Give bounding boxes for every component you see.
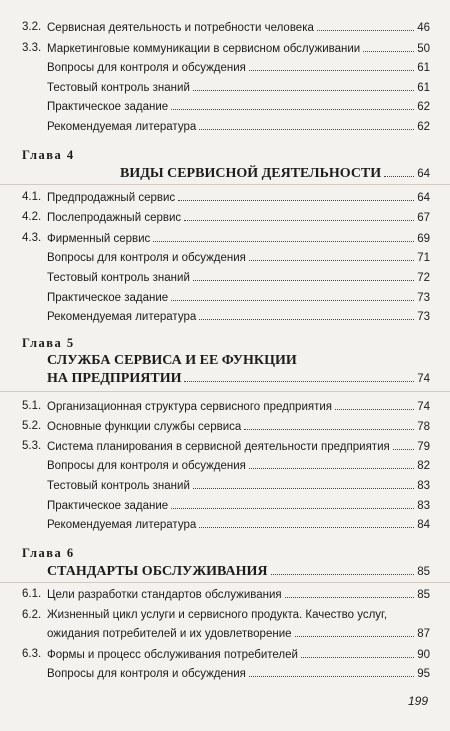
entry-page: 62 bbox=[417, 121, 430, 133]
entry-title: Практическое задание bbox=[47, 500, 169, 512]
entry-number: 6.1. bbox=[22, 588, 42, 600]
toc-entry bbox=[0, 645, 450, 663]
toc-entry bbox=[0, 97, 450, 115]
entry-number: 4.1. bbox=[22, 191, 42, 203]
entry-title: Вопросы для контроля и обсуждения bbox=[47, 252, 246, 264]
entry-title: Вопросы для контроля и обсуждения bbox=[47, 460, 246, 472]
chapter-page: 74 bbox=[417, 373, 430, 385]
entry-page: 46 bbox=[417, 22, 430, 34]
entry-title: Рекомендуемая литература bbox=[47, 519, 197, 531]
toc-entry bbox=[0, 58, 450, 76]
entry-title: Тестовый контроль знаний bbox=[47, 480, 190, 492]
toc-entry bbox=[0, 248, 450, 266]
chapter-title-text: СТАНДАРТЫ ОБСЛУЖИВАНИЯ bbox=[47, 564, 268, 579]
divider bbox=[0, 391, 450, 392]
entry-title: Сервисная деятельность и потребности человека bbox=[47, 22, 314, 34]
entry-page: 83 bbox=[417, 500, 430, 512]
toc-entry bbox=[0, 188, 450, 206]
toc-entry bbox=[0, 307, 450, 325]
entry-page: 69 bbox=[417, 233, 430, 245]
entry-title: Система планирования в сервисной деятельности предприятия bbox=[47, 441, 390, 453]
entry-page: 90 bbox=[417, 649, 430, 661]
entry-number: 6.2. bbox=[22, 609, 42, 621]
entry-title: Предпродажный сервис bbox=[47, 192, 176, 204]
entry-title: Организационная структура сервисного предприятия bbox=[47, 401, 333, 413]
chapter-title-text: СЛУЖБА СЕРВИСА И ЕЕ ФУНКЦИИ bbox=[47, 353, 297, 368]
entry-title: Фирменный сервис bbox=[47, 233, 151, 245]
toc-entry bbox=[0, 496, 450, 514]
entry-title: Рекомендуемая литература bbox=[47, 311, 197, 323]
entry-number: 6.3. bbox=[22, 648, 42, 660]
chapter-page: 64 bbox=[417, 168, 430, 180]
entry-page: 84 bbox=[417, 519, 430, 531]
entry-title: Основные функции службы сервиса bbox=[47, 421, 242, 433]
entry-page: 74 bbox=[417, 401, 430, 413]
entry-title: Послепродажный сервис bbox=[47, 212, 182, 224]
entry-page: 87 bbox=[417, 628, 430, 640]
entry-number: 3.3. bbox=[22, 42, 42, 54]
toc-entry bbox=[0, 39, 450, 57]
entry-title-line-1: Жизненный цикл услуги и сервисного продукта. Качество услуг, bbox=[47, 609, 388, 621]
entry-page: 85 bbox=[417, 589, 430, 601]
toc-entry bbox=[0, 117, 450, 135]
chapter-title-text: НА ПРЕДПРИЯТИИ bbox=[47, 371, 182, 386]
chapter-page: 85 bbox=[417, 566, 430, 578]
entry-title: Вопросы для контроля и обсуждения bbox=[47, 62, 246, 74]
chapter-title bbox=[47, 562, 430, 581]
entry-page: 64 bbox=[417, 192, 430, 204]
entry-title: Вопросы для контроля и обсуждения bbox=[47, 668, 246, 680]
chapter-label: Глава 5 bbox=[22, 336, 75, 350]
entry-page: 61 bbox=[417, 62, 430, 74]
toc-entry bbox=[0, 437, 450, 455]
entry-title: Формы и процесс обслуживания потребителей bbox=[47, 649, 298, 661]
entry-title: Практическое задание bbox=[47, 101, 169, 113]
entry-page: 62 bbox=[417, 101, 430, 113]
entry-page: 82 bbox=[417, 460, 430, 472]
chapter-title bbox=[120, 164, 430, 183]
entry-page: 73 bbox=[417, 292, 430, 304]
toc-entry bbox=[0, 229, 450, 247]
chapter-title-text: ВИДЫ СЕРВИСНОЙ ДЕЯТЕЛЬНОСТИ bbox=[120, 166, 382, 181]
entry-page: 71 bbox=[417, 252, 430, 264]
toc-entry bbox=[0, 456, 450, 474]
toc-entry bbox=[0, 585, 450, 603]
toc-entry bbox=[0, 268, 450, 286]
entry-number: 5.1. bbox=[22, 400, 42, 412]
entry-number: 3.2. bbox=[22, 21, 42, 33]
chapter-label: Глава 6 bbox=[22, 546, 75, 560]
entry-number: 4.3. bbox=[22, 232, 42, 244]
toc-entry bbox=[0, 78, 450, 96]
divider bbox=[0, 184, 450, 185]
entry-page: 95 bbox=[417, 668, 430, 680]
entry-page: 50 bbox=[417, 43, 430, 55]
entry-page: 79 bbox=[417, 441, 430, 453]
toc-entry bbox=[0, 18, 450, 36]
chapter-title-line-1 bbox=[47, 352, 430, 369]
entry-title: Тестовый контроль знаний bbox=[47, 82, 190, 94]
entry-number: 5.3. bbox=[22, 440, 42, 452]
page-number: 199 bbox=[407, 694, 428, 708]
entry-page: 83 bbox=[417, 480, 430, 492]
toc-entry bbox=[0, 476, 450, 494]
entry-title: Цели разработки стандартов обслуживания bbox=[47, 589, 282, 601]
chapter-title-line-2 bbox=[47, 369, 430, 388]
toc-entry bbox=[0, 208, 450, 226]
toc-entry bbox=[0, 397, 450, 415]
toc-entry bbox=[0, 288, 450, 306]
entry-title: Маркетинговые коммуникации в сервисном обслуживании bbox=[47, 43, 361, 55]
entry-number: 4.2. bbox=[22, 211, 42, 223]
entry-number: 5.2. bbox=[22, 420, 42, 432]
entry-page: 78 bbox=[417, 421, 430, 433]
entry-title: Рекомендуемая литература bbox=[47, 121, 197, 133]
entry-title: Практическое задание bbox=[47, 292, 169, 304]
entry-page: 73 bbox=[417, 311, 430, 323]
toc-entry-multiline bbox=[0, 606, 450, 640]
entry-page: 67 bbox=[417, 212, 430, 224]
entry-page: 61 bbox=[417, 82, 430, 94]
toc-entry bbox=[0, 417, 450, 435]
chapter-label: Глава 4 bbox=[22, 148, 75, 162]
toc-entry bbox=[0, 664, 450, 682]
entry-title-line-2: ожидания потребителей и их удовлетворение bbox=[47, 628, 292, 640]
toc-entry bbox=[0, 515, 450, 533]
entry-page: 72 bbox=[417, 272, 430, 284]
entry-title: Тестовый контроль знаний bbox=[47, 272, 190, 284]
divider bbox=[0, 582, 450, 583]
